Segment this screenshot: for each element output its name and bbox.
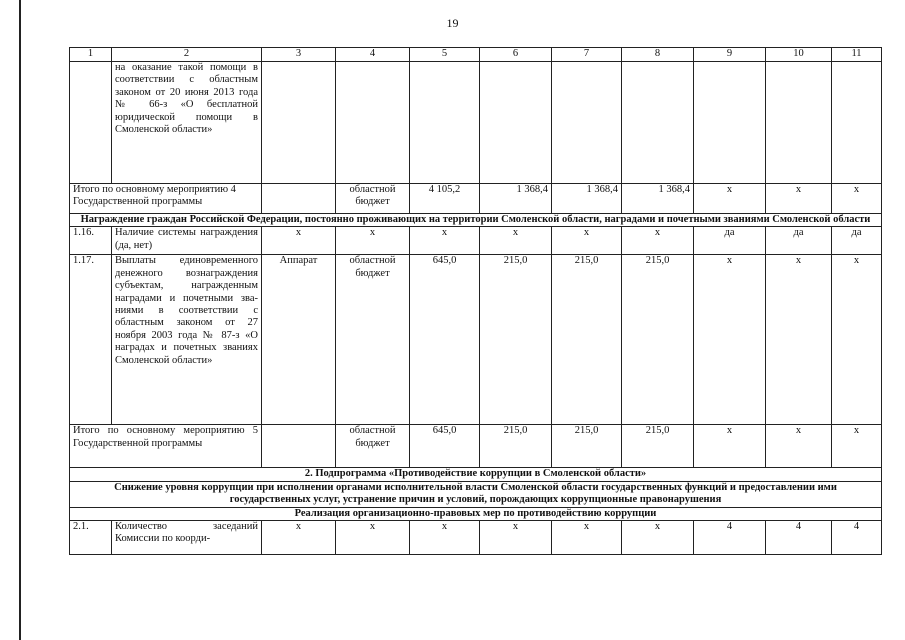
funding-source: областной бюджет — [336, 184, 410, 214]
subprogram-row — [70, 468, 882, 481]
cell-value: 645,0 — [410, 425, 480, 468]
cell-value: 1 368,4 — [480, 184, 552, 214]
col-header: 8 — [622, 48, 694, 62]
cell-value: х — [694, 255, 766, 425]
page-number: 19 — [446, 16, 459, 30]
col-header: 11 — [832, 48, 882, 62]
col-header: 2 — [112, 48, 262, 62]
cell-value: х — [262, 227, 336, 255]
cell-value: х — [766, 184, 832, 214]
col-header: 1 — [70, 48, 112, 62]
row-name: Итого по основному мероприятию 5 Государственной программы — [70, 425, 262, 468]
table-row-1-16 — [70, 227, 882, 255]
cell-value: 1 368,4 — [552, 184, 622, 214]
task-heading: Реализация организационно-правовых мер по противодействию коррупции — [70, 507, 882, 520]
cell-value: да — [766, 227, 832, 255]
cell-value: да — [832, 227, 882, 255]
cell-value: х — [410, 521, 480, 555]
cell-value: 4 — [832, 521, 882, 555]
table-row-total-5 — [70, 425, 882, 468]
cell-value: х — [410, 227, 480, 255]
cell-value: х — [622, 227, 694, 255]
table-row-2-1 — [70, 521, 882, 555]
col-header: 3 — [262, 48, 336, 62]
task-row — [70, 507, 882, 520]
row-number: 2.1. — [70, 521, 112, 555]
cell-value: х — [832, 255, 882, 425]
table-row-total-4 — [70, 184, 882, 214]
cell-value: х — [694, 184, 766, 214]
program-table — [69, 47, 882, 555]
cell-value: 4 105,2 — [410, 184, 480, 214]
col-header: 6 — [480, 48, 552, 62]
cell-value: х — [694, 425, 766, 468]
cell-value: 215,0 — [480, 255, 552, 425]
row-name: Итого по основному мероприятию 4 Государственной программы — [70, 184, 262, 214]
row-name: на оказание такой помощи в соответствии с областным законом от 20 июня 2013 года № 66-з «О бесплатной юридической помощи в Смоленской области» — [112, 62, 262, 184]
cell-value: х — [766, 425, 832, 468]
cell-value: х — [766, 255, 832, 425]
cell-value: да — [694, 227, 766, 255]
funding-source: областной бюджет — [336, 425, 410, 468]
cell-value: х — [832, 184, 882, 214]
cell-value: 4 — [766, 521, 832, 555]
executor: Аппарат — [262, 255, 336, 425]
table-row-1-17 — [70, 255, 882, 425]
section-heading-row — [70, 214, 882, 227]
cell-value: х — [262, 521, 336, 555]
cell-value: х — [832, 425, 882, 468]
cell-value: х — [336, 227, 410, 255]
col-header: 7 — [552, 48, 622, 62]
goal-row — [70, 481, 882, 507]
binding-line — [19, 0, 21, 640]
row-name: Количество заседаний Комиссии по коорди- — [112, 521, 262, 555]
cell-value: 215,0 — [552, 425, 622, 468]
cell-value: х — [552, 227, 622, 255]
row-name: Наличие системы награждения (да, нет) — [112, 227, 262, 255]
table-row — [70, 62, 882, 184]
section-heading: Награждение граждан Российской Федерации, постоянно проживающих на территории Смоленской области, наградами и почетными званиями Смоленской области — [70, 214, 882, 227]
cell-value: 215,0 — [622, 255, 694, 425]
funding-source: областной бюджет — [336, 255, 410, 425]
cell-value: х — [552, 521, 622, 555]
col-header: 9 — [694, 48, 766, 62]
cell-value: 4 — [694, 521, 766, 555]
cell-value: х — [480, 521, 552, 555]
row-name: Выплаты единовременного денежного вознаграждения субъектам, награжденным наградами и почетными званиями в соответствии с областным законом от 27 ноября 2003 года № 87-з «О наградах и почетных званиях Смоленской области» — [112, 255, 262, 425]
column-number-row — [70, 48, 882, 62]
col-header: 4 — [336, 48, 410, 62]
col-header: 5 — [410, 48, 480, 62]
cell-value: 215,0 — [622, 425, 694, 468]
cell-value: 215,0 — [480, 425, 552, 468]
row-number: 1.16. — [70, 227, 112, 255]
cell-value: 215,0 — [552, 255, 622, 425]
cell-value: х — [336, 521, 410, 555]
cell-value: 1 368,4 — [622, 184, 694, 214]
cell-value: х — [622, 521, 694, 555]
subprogram-heading: 2. Подпрограмма «Противодействие коррупции в Смоленской области» — [70, 468, 882, 481]
goal-heading: Снижение уровня коррупции при исполнении органами исполнительной власти Смоленской области государственных функций и предоставлении ими государственных услуг, устранение причин и условий, порождающих коррупционные правонарушения — [70, 481, 882, 507]
cell-value: х — [480, 227, 552, 255]
row-number: 1.17. — [70, 255, 112, 425]
col-header: 10 — [766, 48, 832, 62]
cell-value: 645,0 — [410, 255, 480, 425]
